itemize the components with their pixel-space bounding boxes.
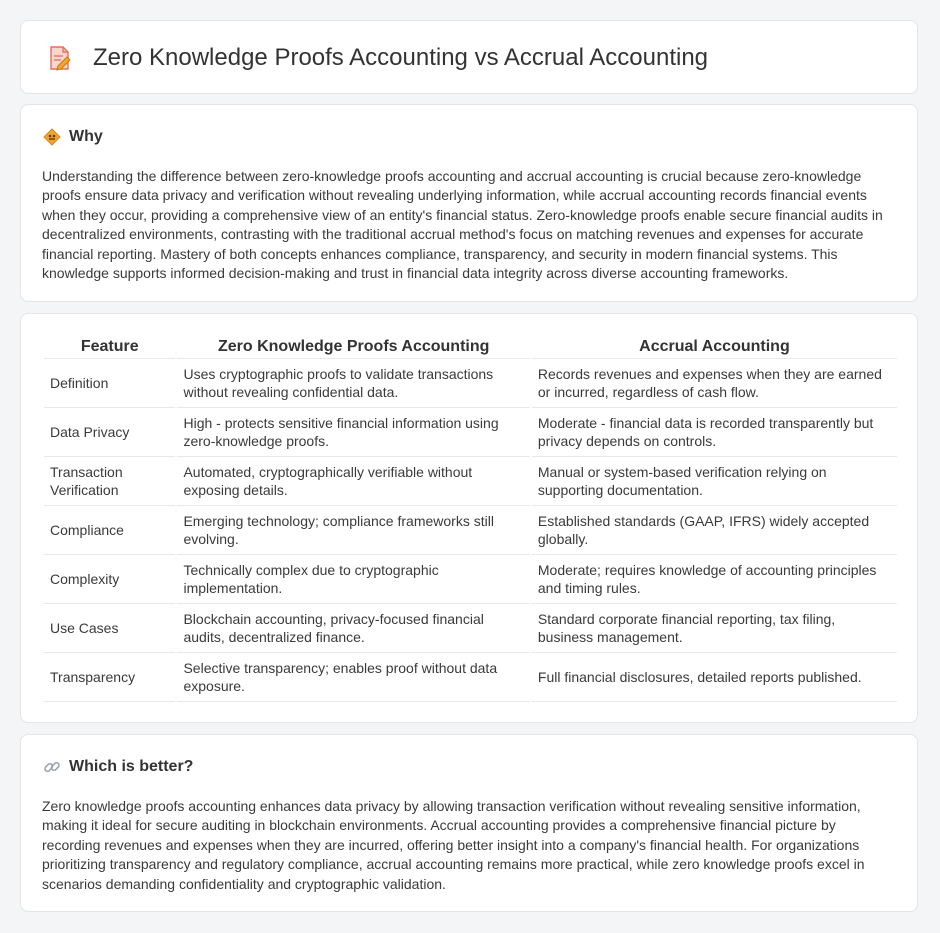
- feature-cell: Complexity: [44, 555, 175, 604]
- accrual-cell: Standard corporate financial reporting, tax filing, business management.: [532, 604, 897, 653]
- feature-cell: Transaction Verification: [44, 457, 175, 506]
- comparison-table: [42, 335, 899, 702]
- header-zkp: Zero Knowledge Proofs Accounting: [177, 335, 529, 359]
- accrual-cell: Moderate; requires knowledge of accounting principles and timing rules.: [532, 555, 897, 604]
- table-header-row: [44, 335, 897, 359]
- document-edit-icon: [47, 45, 73, 71]
- zkp-cell: Automated, cryptographically verifiable without exposing details.: [177, 457, 529, 506]
- diamond-sign-icon: [43, 128, 61, 146]
- table-row: [44, 506, 897, 555]
- comparison-section: [20, 313, 918, 723]
- feature-cell: Compliance: [44, 506, 175, 555]
- feature-cell: Definition: [44, 359, 175, 408]
- feature-cell: Transparency: [44, 653, 175, 702]
- better-header: [43, 756, 193, 778]
- better-text: Zero knowledge proofs accounting enhances data privacy by allowing transaction verification without revealing sensitive information, making it ideal for secure auditing in blockchain environments. Accrual accounting provides a comprehensive financial picture by recording revenues and expenses when they are incurred, offering better insight into a company's financial health. For organizations prioritizing transparency and regulatory compliance, accrual accounting remains more practical, while zero knowledge proofs excel in scenarios demanding confidentiality and cryptographic validation.: [42, 798, 865, 892]
- accrual-cell: Records revenues and expenses when they are earned or incurred, regardless of cash flow.: [532, 359, 897, 408]
- header-feature: Feature: [44, 335, 175, 359]
- header-accrual: Accrual Accounting: [532, 335, 897, 359]
- which-is-better-section: [20, 734, 918, 912]
- zkp-cell: Uses cryptographic proofs to validate transactions without revealing confidential data.: [177, 359, 529, 408]
- why-heading: Why: [69, 128, 103, 145]
- table-row: [44, 604, 897, 653]
- accrual-cell: Manual or system-based verification relying on supporting documentation.: [532, 457, 897, 506]
- better-heading: Which is better?: [69, 758, 194, 775]
- zkp-cell: High - protects sensitive financial information using zero-knowledge proofs.: [177, 408, 529, 457]
- zkp-cell: Selective transparency; enables proof without data exposure.: [177, 653, 529, 702]
- title-card: [20, 20, 918, 94]
- table-row: [44, 555, 897, 604]
- table-row: [44, 408, 897, 457]
- why-text: Understanding the difference between zero-knowledge proofs accounting and accrual accounting is crucial because zero-knowledge proofs ensure data privacy and verification without revealing underlying information, while accrual accounting records financial events when they occur, providing a comprehensive view of an entity's financial status. Zero-knowledge proofs enable secure financial audits in decentralized environments, contrasting with the traditional accrual method's focus on matching revenues and expenses for accurate financial reporting. Mastery of both concepts enhances compliance, transparency, and security in modern financial systems. This knowledge supports informed decision-making and trust in financial data integrity across diverse accounting frameworks.: [42, 168, 883, 282]
- page-title: Zero Knowledge Proofs Accounting vs Accrual Accounting: [93, 44, 709, 71]
- table-row: [44, 359, 897, 408]
- zkp-cell: Technically complex due to cryptographic implementation.: [177, 555, 529, 604]
- accrual-cell: Full financial disclosures, detailed reports published.: [532, 653, 897, 702]
- feature-cell: Data Privacy: [44, 408, 175, 457]
- table-row: [44, 457, 897, 506]
- why-header: [43, 126, 103, 148]
- table-row: [44, 653, 897, 702]
- link-icon: [43, 758, 61, 776]
- title-wrap: [47, 41, 708, 75]
- zkp-cell: Blockchain accounting, privacy-focused financial audits, decentralized finance.: [177, 604, 529, 653]
- accrual-cell: Moderate - financial data is recorded transparently but privacy depends on controls.: [532, 408, 897, 457]
- feature-cell: Use Cases: [44, 604, 175, 653]
- accrual-cell: Established standards (GAAP, IFRS) widely accepted globally.: [532, 506, 897, 555]
- zkp-cell: Emerging technology; compliance frameworks still evolving.: [177, 506, 529, 555]
- why-section: [20, 104, 918, 302]
